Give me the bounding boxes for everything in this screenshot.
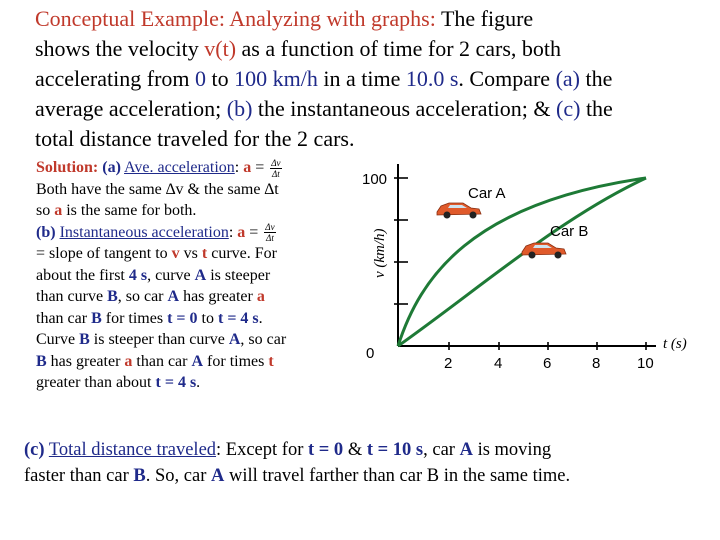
y-max-label: 100: [362, 171, 388, 188]
car-a-label: Car A: [468, 185, 506, 202]
total-distance-heading: Total distance traveled: [48, 440, 217, 460]
x-label-8: 8: [592, 355, 601, 372]
delta-v-over-delta-t: $\frac{\Delta v}{\Delta t}$: [271, 157, 281, 179]
solution-label: Solution:: [36, 159, 99, 176]
problem-statement: Conceptual Example: Analyzing with graphs: The figure shows the velocity v(t) as a function of time for 2 cars, both accelerating from 0 to 100 km/h in a time 10.0 s. Compare (a) the average acceleration; (b) the instantaneous acceleration; & (c) the total distance traveled for the 2 cars.: [35, 6, 613, 151]
x-label-4: 4: [494, 355, 503, 372]
conclusion-text: (c) Total distance traveled: Except for t = 0 & t = 10 s, car A is moving faster than car B. So, car A will travel farther than car B in the same time.: [24, 440, 571, 486]
instantaneous-acceleration-heading: Instantaneous acceleration: [59, 223, 229, 241]
car-b-label: Car B: [550, 223, 589, 240]
solution-text: Solution: (a) Ave. acceleration: a = $\frac{\Delta v}{\Delta t}$ Both have the same ∆v & the same ∆t so a is the same for both. (b) Instantaneous acceleration: a = $\frac{\Delta v}{\Delta t}$ = slope of tangent to v vs t curve. For about the first 4 s, curve A is steeper than curve B, so car A has greater a than car B for times t = 0 to t = 4 s. Curve B is steeper than curve A, so car B has greater a than car A for times t greater than about t = 4 s.: [36, 157, 287, 391]
car-b-icon: [522, 243, 566, 259]
x-label-2: 2: [444, 355, 453, 372]
x-label-6: 6: [543, 355, 552, 372]
curve-car-a: [398, 178, 646, 346]
velocity-time-graph: [360, 158, 700, 383]
curve-car-b: [398, 178, 646, 346]
ave-acceleration-heading: Ave. acceleration: [124, 159, 235, 176]
x-axis-label: t (s): [663, 336, 687, 352]
x-label-10: 10: [637, 355, 654, 372]
y-axis-label: v (km/h): [372, 228, 388, 278]
x-label-0: 0: [366, 345, 375, 362]
example-label: Conceptual Example:: [35, 6, 225, 31]
car-a-icon: [437, 203, 481, 219]
topic-label: Analyzing with graphs:: [229, 6, 436, 31]
